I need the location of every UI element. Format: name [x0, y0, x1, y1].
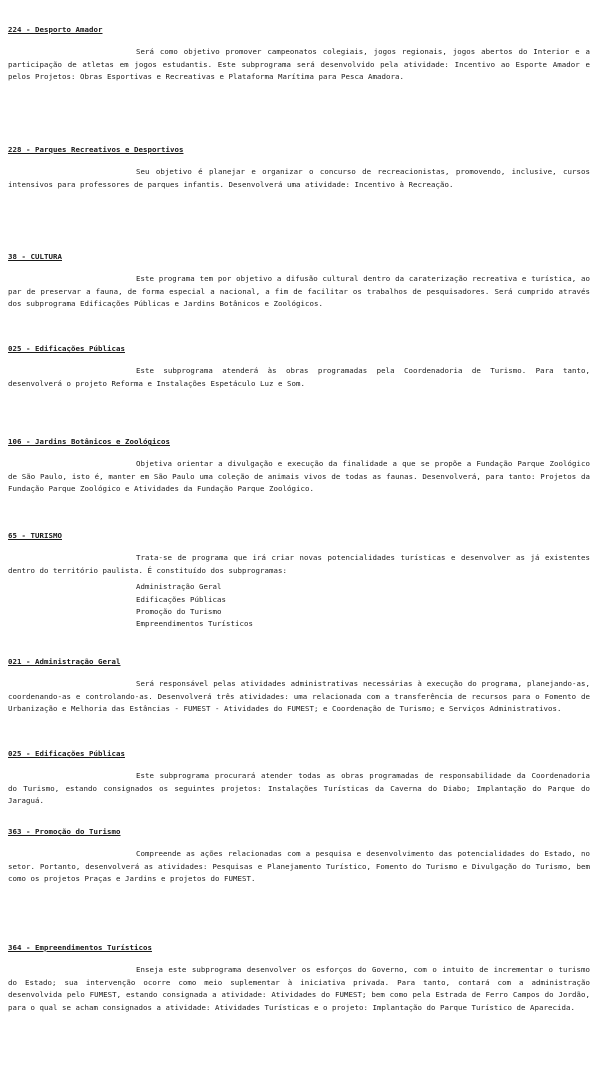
section-empreendimentos-turisticos [8, 942, 590, 1014]
section-promocao-turismo [8, 826, 590, 886]
list-item: Promoção do Turismo [136, 607, 222, 617]
section-heading: 224 - Desporto Amador [8, 25, 103, 34]
section-heading: 025 - Edificações Públicas [8, 749, 125, 758]
section-paragraph: Este programa tem por objetivo a difusão cultural dentro da caraterização recreativa e turística, ao par de preservar a fauna, de forma especial a nacional, a fim de facilitar os trabalhos de pesquisadores. Será cumprido através dos subprograma Edificações Públicas e Jardins Botânicos e Zoológicos. [8, 274, 590, 309]
section-paragraph: Este subprograma procurará atender todas as obras programadas de responsabilidade da Coordenadoria do Turismo, estando consignados os seguintes projetos: Instalações Turísticas da Caverna do Diabo; Implantação do Parque do Jaraguá. [8, 771, 590, 806]
section-paragraph: Objetiva orientar a divulgação e execução da finalidade a que se propõe a Fundação Parque Zoológico de São Paulo, isto é, manter em São Paulo uma coleção de animais vivos de todas as faunas. Desenvolverá, para tanto: Projetos da Fundação Parque Zoológico e Atividades da Fundação Parque Zoológico. [8, 459, 590, 494]
section-heading: 363 - Promoção do Turismo [8, 827, 121, 836]
section-paragraph: Seu objetivo é planejar e organizar o concurso de recreacionistas, promovendo, inclusive, cursos intensivos para professores de parques infantis. Desenvolverá uma atividade: Incentivo à Recreação. [8, 167, 590, 189]
section-paragraph: Será como objetivo promover campeonatos colegiais, jogos regionais, jogos abertos do Interior e a participação de atletas em jogos estudantis. Este subprograma será desenvolvido pela atividade: Incentivo ao Esporte Amador e pelos Projetos: Obras Esportivas e Recreativas e Plataforma Marítima para Pesca Amadora. [8, 47, 590, 82]
section-cultura [8, 251, 590, 311]
subprogram-list [136, 581, 590, 631]
section-heading: 38 - CULTURA [8, 252, 62, 261]
section-administracao-geral [8, 656, 590, 716]
section-paragraph: Este subprograma atenderá às obras programadas pela Coordenadoria de Turismo. Para tanto, desenvolverá o projeto Reforma e Instalações Espetáculo Luz e Som. [8, 366, 590, 388]
list-item: Empreendimentos Turísticos [136, 619, 253, 629]
section-heading: 106 - Jardins Botânicos e Zoológicos [8, 437, 170, 446]
section-heading: 021 - Administração Geral [8, 657, 121, 666]
section-paragraph: Compreende as ações relacionadas com a pesquisa e desenvolvimento das potencialidades do Estado, no setor. Portanto, desenvolverá as atividades: Pesquisas e Planejamento Turístico, Fomento do Turismo e Divulgação do Turismo, bem como os projetos Praças e Jardins e projetos do FUMEST. [8, 849, 590, 884]
section-desporto-amador [8, 24, 590, 84]
section-paragraph: Trata-se de programa que irá criar novas potencialidades turísticas e desenvolver as já existentes dentro do território paulista. É constituído dos subprogramas: [8, 553, 590, 575]
section-turismo [8, 530, 590, 631]
section-paragraph: Enseja este subprograma desenvolver os esforços do Governo, com o intuito de incrementar o turismo do Estado; sua intervenção ocorre como meio suplementar à iniciativa privada. Para tanto, contará com a administração desenvolvida pelo FUMEST, estando consignada a atividade: Atividades do FUMEST; bem como pela Estrada de Ferro Campos do Jordão, para o qual se acham consignados a atividade: Atividades Turísticas e o projeto: Implantação do Parque Turístico de Aparecida. [8, 965, 590, 1012]
list-item: Administração Geral [136, 582, 222, 592]
section-heading: 228 - Parques Recreativos e Desportivos [8, 145, 184, 154]
section-paragraph: Será responsável pelas atividades administrativas necessárias à execução do programa, planejando-as, coordenando-as e controlando-as. Desenvolverá três atividades: uma relacionada com a transferência de recursos para o Fomento de Urbanização e Melhoria das Estâncias - FUMEST - Atividades do FUMEST; e Coordenação de Turismo; e Serviços Administrativos. [8, 679, 590, 714]
section-heading: 025 - Edificações Públicas [8, 344, 125, 353]
section-edificacoes-publicas-turismo [8, 748, 590, 808]
section-heading: 364 - Empreendimentos Turísticos [8, 943, 152, 952]
list-item: Edificações Públicas [136, 594, 226, 604]
section-edificacoes-publicas-cultura [8, 343, 590, 390]
section-jardins-botanicos [8, 436, 590, 496]
section-heading: 65 - TURISMO [8, 531, 62, 540]
section-parques-recreativos [8, 144, 590, 191]
